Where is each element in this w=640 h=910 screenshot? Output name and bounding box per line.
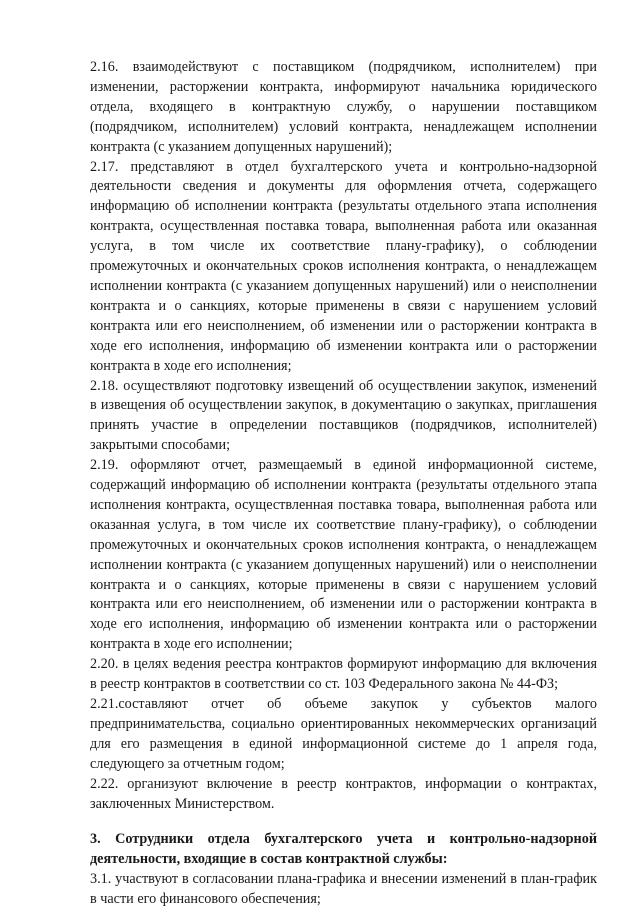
clause-2-17: 2.17. представляют в отдел бухгалтерского учета и контрольно-надзорной деятельности сведения и документы для оформления отчета, содержащего информацию об исполнении контракта (результаты отдельного этапа исполнения контракта, осуществленная поставка товара, выполненная работа или оказанная услуга, в том числе их соответствие плану-графику), о соблюдении промежуточных и окончательных сроков исполнения контракта, о ненадлежащем исполнении контракта (с указанием допущенных нарушений) или о неисполнении контракта и о санкциях, которые применены в связи с нарушением условий контракта или его неисполнением, об изменении или о расторжении контракта в ходе его исполнения, информацию об изменении контракта или о расторжении контракта в ходе его исполнения;: [90, 158, 597, 374]
document-page: [90, 58, 597, 910]
clause-2-22: 2.22. организуют включение в реестр контрактов, информации о контрактах, заключенных Министерством.: [90, 775, 597, 812]
clause-2-16: 2.16. взаимодействуют с поставщиком (подрядчиком, исполнителем) при изменении, расторжении контракта, информируют начальника юридического отдела, входящего в контрактную службу, о нарушении поставщиком (подрядчиком, исполнителем) условий контракта, ненадлежащем исполнении контракта (с указанием допущенных нарушений);: [90, 59, 597, 155]
clause-2-20: 2.20. в целях ведения реестра контрактов формируют информацию для включения в реестр контрактов в соответствии со ст. 103 Федерального закона № 44-ФЗ;: [90, 656, 597, 693]
section-3-heading: 3. Сотрудники отдела бухгалтерского учета и контрольно-надзорной деятельности, входящие в состав контрактной службы:: [90, 831, 597, 868]
clause-2-19: 2.19. оформляют отчет, размещаемый в единой информационной системе, содержащий информацию об исполнении контракта (результаты отдельного этапа исполнения контракта, осуществленная поставка товара, выполненная работа или оказанная услуга, в том числе их соответствие плану-графику), о соблюдении промежуточных и окончательных сроков исполнения контракта, о ненадлежащем исполнении контракта (с указанием допущенных нарушений) или о неисполнении контракта и о санкциях, которые применены в связи с нарушением условий контракта или его неисполнением, об изменении или о расторжении контракта в ходе его исполнения, информацию об изменении контракта или о расторжении контракта в ходе его исполнении;: [90, 457, 597, 653]
clause-2-18: 2.18. осуществляют подготовку извещений об осуществлении закупок, изменений в извещения об осуществлении закупок, в документацию о закупках, приглашения принять участие в определении поставщиков (подрядчиков, исполнителей) закрытыми способами;: [90, 377, 597, 454]
section-gap: [90, 814, 597, 830]
clause-3-1: 3.1. участвуют в согласовании плана-графика и внесении изменений в план-график в части его финансового обеспечения;: [90, 871, 597, 908]
clause-2-21: 2.21.составляют отчет об объеме закупок у субъектов малого предпринимательства, социально ориентированных некоммерческих организаций для его размещения в единой информационной системе до 1 апреля года, следующего за отчетным годом;: [90, 696, 597, 772]
